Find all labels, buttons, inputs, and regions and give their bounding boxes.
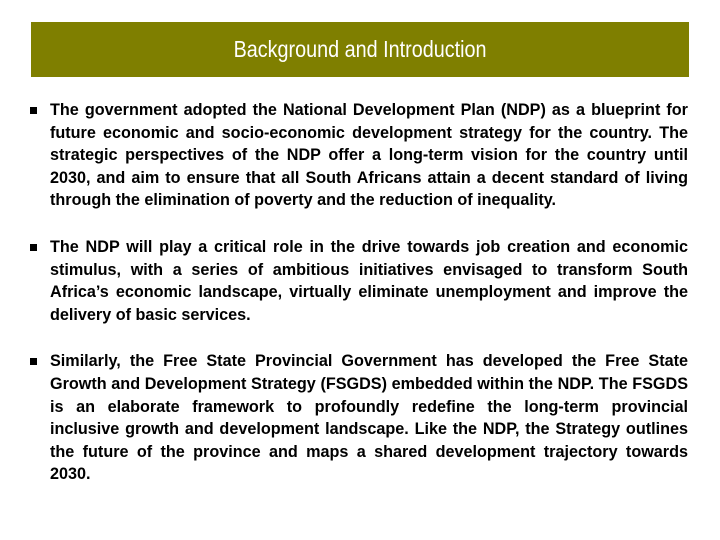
title-bar — [31, 22, 689, 77]
bullet-item — [28, 236, 688, 326]
bullet-text: The NDP will play a critical role in the drive towards job creation and economic stimulus, with a series of ambitious initiatives envisaged to transform South Africa’s economic landscape, virtually eliminate unemployment and improve the delivery of basic services. — [50, 237, 688, 324]
bullet-list — [28, 99, 688, 486]
square-bullet-icon — [30, 107, 37, 114]
slide-title: Background and Introduction — [233, 36, 487, 62]
bullet-text: Similarly, the Free State Provincial Government has developed the Free State Growth and Development Strategy (FSGDS) embedded within the NDP. The FSGDS is an elaborate framework to profoundly redefine the long-term provincial inclusive growth and development landscape. Like the NDP, the Strategy outlines the future of the province and maps a shared development trajectory towards 2030. — [50, 352, 688, 484]
bullet-text: The government adopted the National Development Plan (NDP) as a blueprint for future economic and socio-economic development strategy for the country. The strategic perspectives of the NDP offer a long-term vision for the country until 2030, and aim to ensure that all South Africans attain a decent standard of living through the elimination of poverty and the reduction of inequality. — [50, 101, 688, 210]
square-bullet-icon — [30, 244, 37, 251]
bullet-item — [28, 350, 688, 486]
bullet-item — [28, 99, 688, 212]
square-bullet-icon — [30, 358, 37, 365]
